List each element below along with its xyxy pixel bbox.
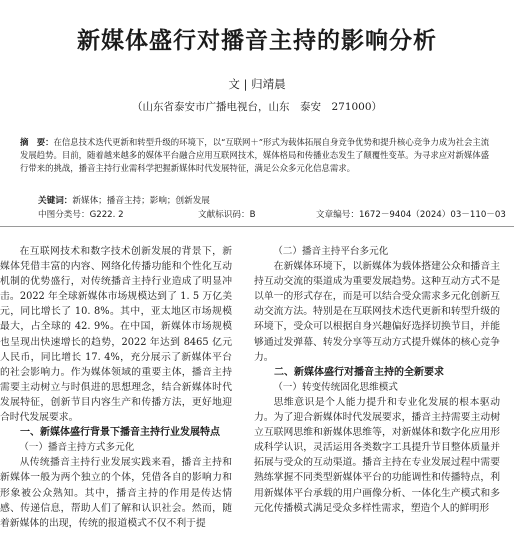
subsection-heading: （二）播音主持平台多元化	[273, 246, 389, 257]
abstract	[20, 136, 494, 175]
document-code: 文献标识码：B	[198, 210, 256, 220]
article-title: 新媒体盛行对播音主持的影响分析	[77, 28, 437, 54]
abstract-text: 在信息技术迭代更新和转型升级的环境下，以“互联网＋”形式为载体拓展自身竞争优势和提升核心竞争力成为社会主流发展趋势。目前，随着越来越多的媒体平台融合应用互联网技术，媒体格局和传播业态发生了颠覆性变革。为寻求应对新媒体盛行带来的挑战，播音主持行业需科学把握新媒体时代发展特征，满足公众多元化信息需求。	[20, 137, 490, 173]
right-column	[254, 244, 500, 516]
author-line: 文 | 归靖晨	[228, 77, 286, 91]
keywords	[38, 194, 494, 206]
article-id: 文章编号：1672－9404（2024）03－110－03	[316, 210, 506, 220]
body-paragraph: 在互联网技术和数字技术创新发展的背景下，新媒体凭借丰富的内容、网络化传播功能和个性化互动机制的优势盛行，对传统播音主持行业造成了明显冲击。2022 年全球新媒体市场规模达到了 1. 5 万亿美元，同比增长了 10. 8%。其中，亚太地区市场规模最大，占全球的 42. 9%。在中国，新媒体市场规模也呈现出快速增长的趋势，2022 年达到 8465 亿元人民币，同比增长 17. 4%，充分展示了新媒体平台的社会影响力。作为媒体领域的重要主体，播音主持需要主动树立与时俱进的思想理念，结合新媒体时代发展特征，创新节目内容生产和传播方法，更好地迎合时代发展要求。	[0, 246, 232, 424]
affiliation: （山东省泰安市广播电视台，山东 泰安 271000）	[131, 101, 383, 113]
section-heading: 二、新媒体盛行对播音主持的全新要求	[274, 366, 444, 378]
body-paragraph: 在新媒体环境下，以新媒体为载体搭建公众和播音主持互动交流的渠道成为重要发展趋势。这种互动方式不是以单一的形式存在，而是可以结合受众需求多元化创新互动交流方法。特别是在互联网技术迭代更新和转型升级的环境下，受众可以根据自身兴趣偏好选择切换节目，并能够通过发弹幕、转发分享等互动方式提升媒体的核心竞争力。	[254, 261, 500, 363]
left-column	[0, 244, 232, 531]
body-paragraph: 思维意识是个人能力提升和专业化发展的根本驱动力。为了迎合新媒体时代发展要求，播音主持需要主动树立互联网思维和新媒体思维等，对新媒体和数字化应用形成科学认识，灵活运用各类数字工具提升节目整体质量并拓展与受众的互动渠道。播音主持在专业发展过程中需要熟练掌握不同类型新媒体平台的功能调性和传播特点，利用新媒体平台承载的用户画像分析、一体化生产模式和多元化传播模式满足受众多样性需求，塑造个人的鲜明形	[254, 396, 500, 514]
keywords-text: 新媒体；播音主持；影响；创新发展	[72, 196, 210, 206]
body-paragraph: 从传统播音主持行业发展实践来看，播音主持和新媒体一般为两个独立的个体，凭借各自的影响力和形象被公众熟知。其中，播音主持的作用是传达情感、传递信息，帮助人们了解和认识社会。然而，随着新媒体的出现，传统的报道模式不仅不利于提	[0, 457, 232, 529]
subsection-heading: （一）播音主持方式多元化	[19, 442, 135, 454]
section-heading: 一、新媒体盛行背景下播音主持行业发展特点	[20, 427, 220, 439]
clc-number: 中图分类号：G222. 2	[38, 210, 124, 220]
subsection-heading: （一）转变传统固化思维模式	[273, 381, 398, 393]
keywords-label: 关键词：	[38, 196, 73, 206]
abstract-label: 摘 要：	[20, 137, 54, 147]
divider	[0, 226, 514, 227]
